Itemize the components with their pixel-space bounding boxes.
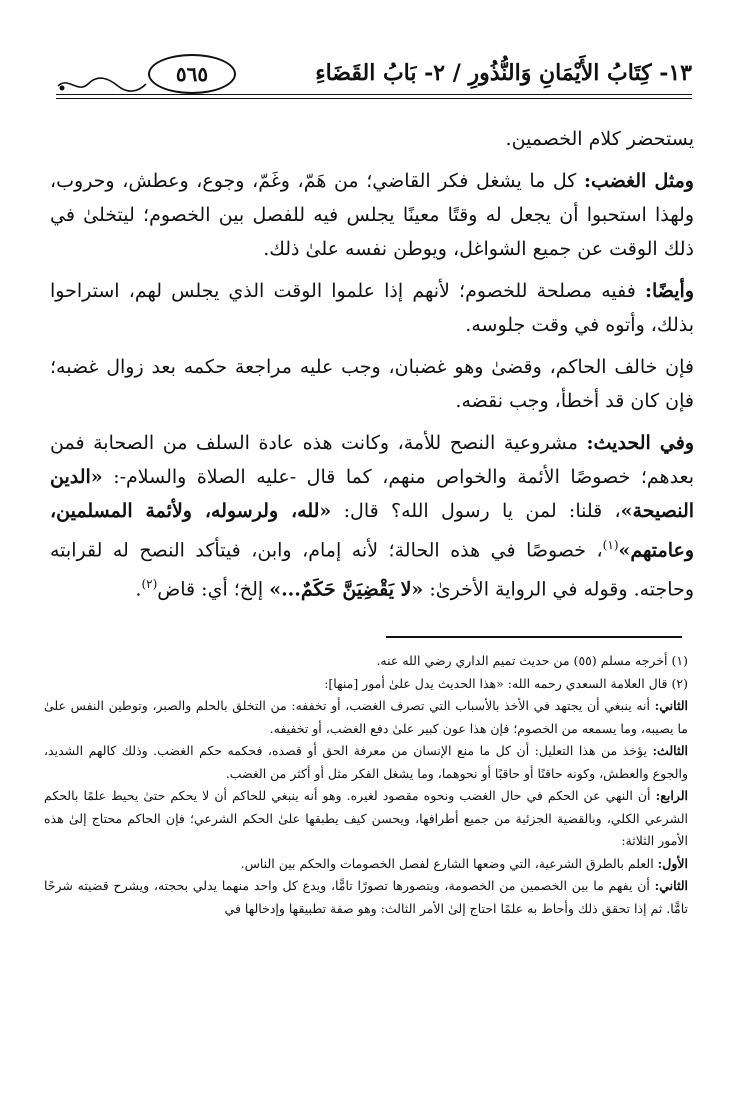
paragraph-3-lead: وأيضًا:: [644, 280, 694, 302]
point-4-lead: الرابع:: [655, 788, 688, 803]
page-header: [56, 60, 692, 94]
footnote-separator: [386, 636, 682, 638]
item-1-lead: الأول:: [657, 855, 688, 871]
footnote-ref-1[interactable]: (١): [602, 538, 619, 552]
footnote-1: (١) أخرجه مسلم (٥٥) من حديث تميم الداري رضي الله عنه.: [376, 653, 688, 668]
point-3-text: يؤخذ من هذا التعليل: أن كل ما منع الإنسان من معرفة الحق أو قصده، فحكمه حكم الغضب. وذلك كالهم الشديد، والجوع والعطش، وكونه حاقنًا أو حاقبًا أو نحوهما، وما يشغل الفكر مثل أو أكثر من الغضب.: [44, 743, 688, 781]
point-2-text: أنه ينبغي أن يجتهد في الأخذ بالأسباب التي تصرف الغضب، أو تخففه: من التخلق بالحلم والصبر، وتوطين النفس علىٰ ما يصيبه، وما يسمعه من الخصوم؛ فإن هذا عون كبير علىٰ دفع الغضب، أو تخفيفه.: [44, 698, 688, 736]
paragraph-4: فإن خالف الحاكم، وقضىٰ وهو غضبان، وجب عليه مراجعة حكمه بعد زوال غضبه؛ فإن كان قد أخطأ، وجب نقضه.: [50, 356, 694, 412]
paragraph-5-text-b: ، قلنا: لمن يا رسول الله؟ قال:: [331, 500, 621, 522]
item-2-lead: الثاني:: [654, 878, 688, 893]
paragraph-3-text: ففيه مصلحة للخصوم؛ لأنهم إذا علموا الوقت الذي يجلس لهم، استراحوا بذلك، وأتوه في وقت جلوسه.: [50, 280, 694, 336]
footnote-ref-2[interactable]: (٢): [141, 577, 158, 592]
paragraph-5-text-c: ، خصوصًا في هذه الحالة؛ لأنه إمام، وابن، فيتأكد النصح له لقرابته وحاجته. وقوله في الرواية الأخرىٰ:: [50, 539, 694, 601]
paragraph-2-lead: ومثل الغضب:: [583, 170, 694, 192]
paragraph-5-text-d: إلخ؛ أي: قاض: [157, 578, 270, 601]
paragraph-5-end: .: [135, 578, 142, 601]
hadith-quote-3: «لا يَقْضِيَنَّ حَكَمٌ...»: [269, 578, 424, 601]
footnote-2-item-2: [44, 875, 688, 920]
paragraph-2: [50, 164, 694, 266]
footnote-2-point-4: [44, 785, 688, 853]
paragraph-5: [50, 426, 694, 607]
paragraph-5-lead: وفي الحديث:: [586, 432, 694, 454]
flourish-ornament-icon: [56, 74, 148, 96]
item-2-text: أن يفهم ما بين الخصمين من الخصومة، ويتصورها تصورًا تامًّا، ويدع كل واحد منهما يدلي بحجته، ويشرح قضيته شرحًا تامًّا. ثم إذا تحقق ذلك وأحاط به علمًا احتاج إلىٰ الأمر الثالث: وهو صفة تطبيقها وإدخالها في: [44, 878, 688, 916]
paragraph-5-text-a: مشروعية النصح للأمة، وكانت هذه عادة السلف من الصحابة فمن بعدهم؛ خصوصًا الأئمة والخواص منهم، كما قال -عليه الصلاة والسلام-:: [50, 432, 694, 488]
chapter-title: ١٣- كِتَابُ الأَيْمَانِ وَالنُّذُورِ / ٢- بَابُ القَضَاءِ: [315, 60, 692, 86]
footnote-2-point-2: [44, 695, 688, 740]
footnote-2: (٢) قال العلامة السعدي رحمه الله: «هذا الحديث يدل علىٰ أمور [منها]:: [324, 675, 688, 691]
point-2-lead: الثاني:: [654, 698, 688, 713]
page-number: ٥٦٥: [175, 62, 209, 86]
paragraph-3: [50, 274, 694, 342]
hadith-quote-1: «الدين النصيحة»: [50, 466, 695, 522]
hadith-quote-2: «لله، ولرسوله، ولأئمة المسلمين، وعامتهم»: [50, 500, 694, 562]
header-rule-top: [56, 94, 692, 95]
point-3-lead: الثالث:: [652, 743, 688, 758]
main-text: [50, 122, 694, 615]
header-rule-bottom: [56, 98, 692, 99]
point-4-text: أن النهي عن الحكم في حال الغضب ونحوه مقصود لغيره. وهو أنه ينبغي للحاكم أن لا يحكم حتىٰ يحيط علمًا بالحكم الشرعي الكلي، وبالقضية الجزئية من جميع أطرافها، ويحسن كيف يطبقها علىٰ الحكم الشرعي؛ فإن الحاكم محتاج إلىٰ هذه الأمور الثلاثة:: [44, 788, 688, 848]
footnote-2-item-1: [44, 853, 688, 876]
item-1-text: العلم بالطرق الشرعية، التي وضعها الشارع لفصل الخصومات والحكم بين الناس.: [240, 855, 658, 871]
page-number-badge: [148, 54, 236, 94]
paragraph-2-text: كل ما يشغل فكر القاضي؛ من هَمّ، وغَمّ، وجوع، وعطش، وحروب، ولهذا استحبوا أن يجعل له وقتًا معينًا يجلس فيه للفصل بين الخصوم؛ ليتخلىٰ في ذلك الوقت عن جميع الشواغل، ويوطن نفسه علىٰ ذلك.: [50, 170, 694, 260]
footnote-2-point-3: [44, 740, 688, 785]
footnotes: [44, 650, 688, 920]
paragraph-1: يستحضر كلام الخصمين.: [505, 128, 694, 150]
